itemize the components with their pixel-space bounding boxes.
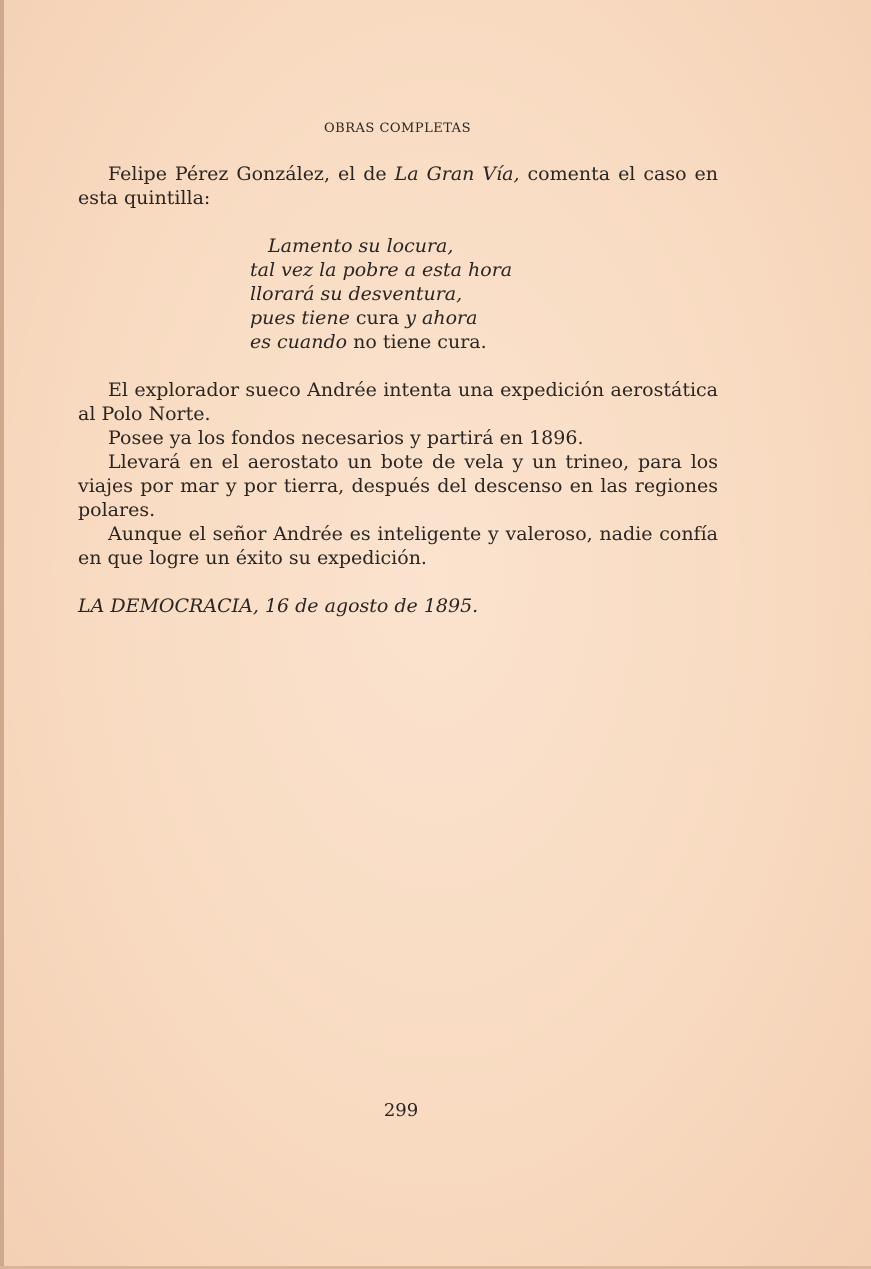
verse-line: Lamento su locura,: [268, 235, 454, 257]
page-body: [78, 162, 718, 618]
newspaper-title: La Gran Vía,: [394, 163, 520, 185]
verse-line: pues tiene cura y ahora: [250, 307, 478, 329]
paragraph: Llevará en el aerostato un bote de vela y un trineo, para los viajes por mar y por tierra, después del descenso en las regiones polares.: [78, 451, 718, 521]
intro-text: Felipe Pérez González, el de: [108, 163, 395, 185]
paragraph: Posee ya los fondos necesarios y partirá en 1896.: [108, 427, 584, 449]
paragraph: El explorador sueco Andrée intenta una expedición aerostática al Polo Norte.: [78, 379, 718, 425]
source-citation: LA DEMOCRACIA, 16 de agosto de 1895.: [78, 595, 479, 617]
verse-line: es cuando no tiene cura.: [250, 331, 487, 353]
running-head: OBRAS COMPLETAS: [324, 121, 471, 136]
page-number: 299: [383, 1100, 419, 1121]
quintilla-verse: [250, 234, 718, 354]
intro-text-end: comenta el caso en esta quintilla:: [78, 163, 718, 209]
verse-line: tal vez la pobre a esta hora: [250, 259, 513, 281]
verse-line: llorará su desventura,: [250, 283, 463, 305]
page-edge-shadow: [0, 0, 4, 1269]
intro-paragraph: [78, 162, 718, 210]
paragraph: Aunque el señor Andrée es inteligente y valeroso, nadie confía en que logre un éxito su expedición.: [78, 523, 718, 569]
